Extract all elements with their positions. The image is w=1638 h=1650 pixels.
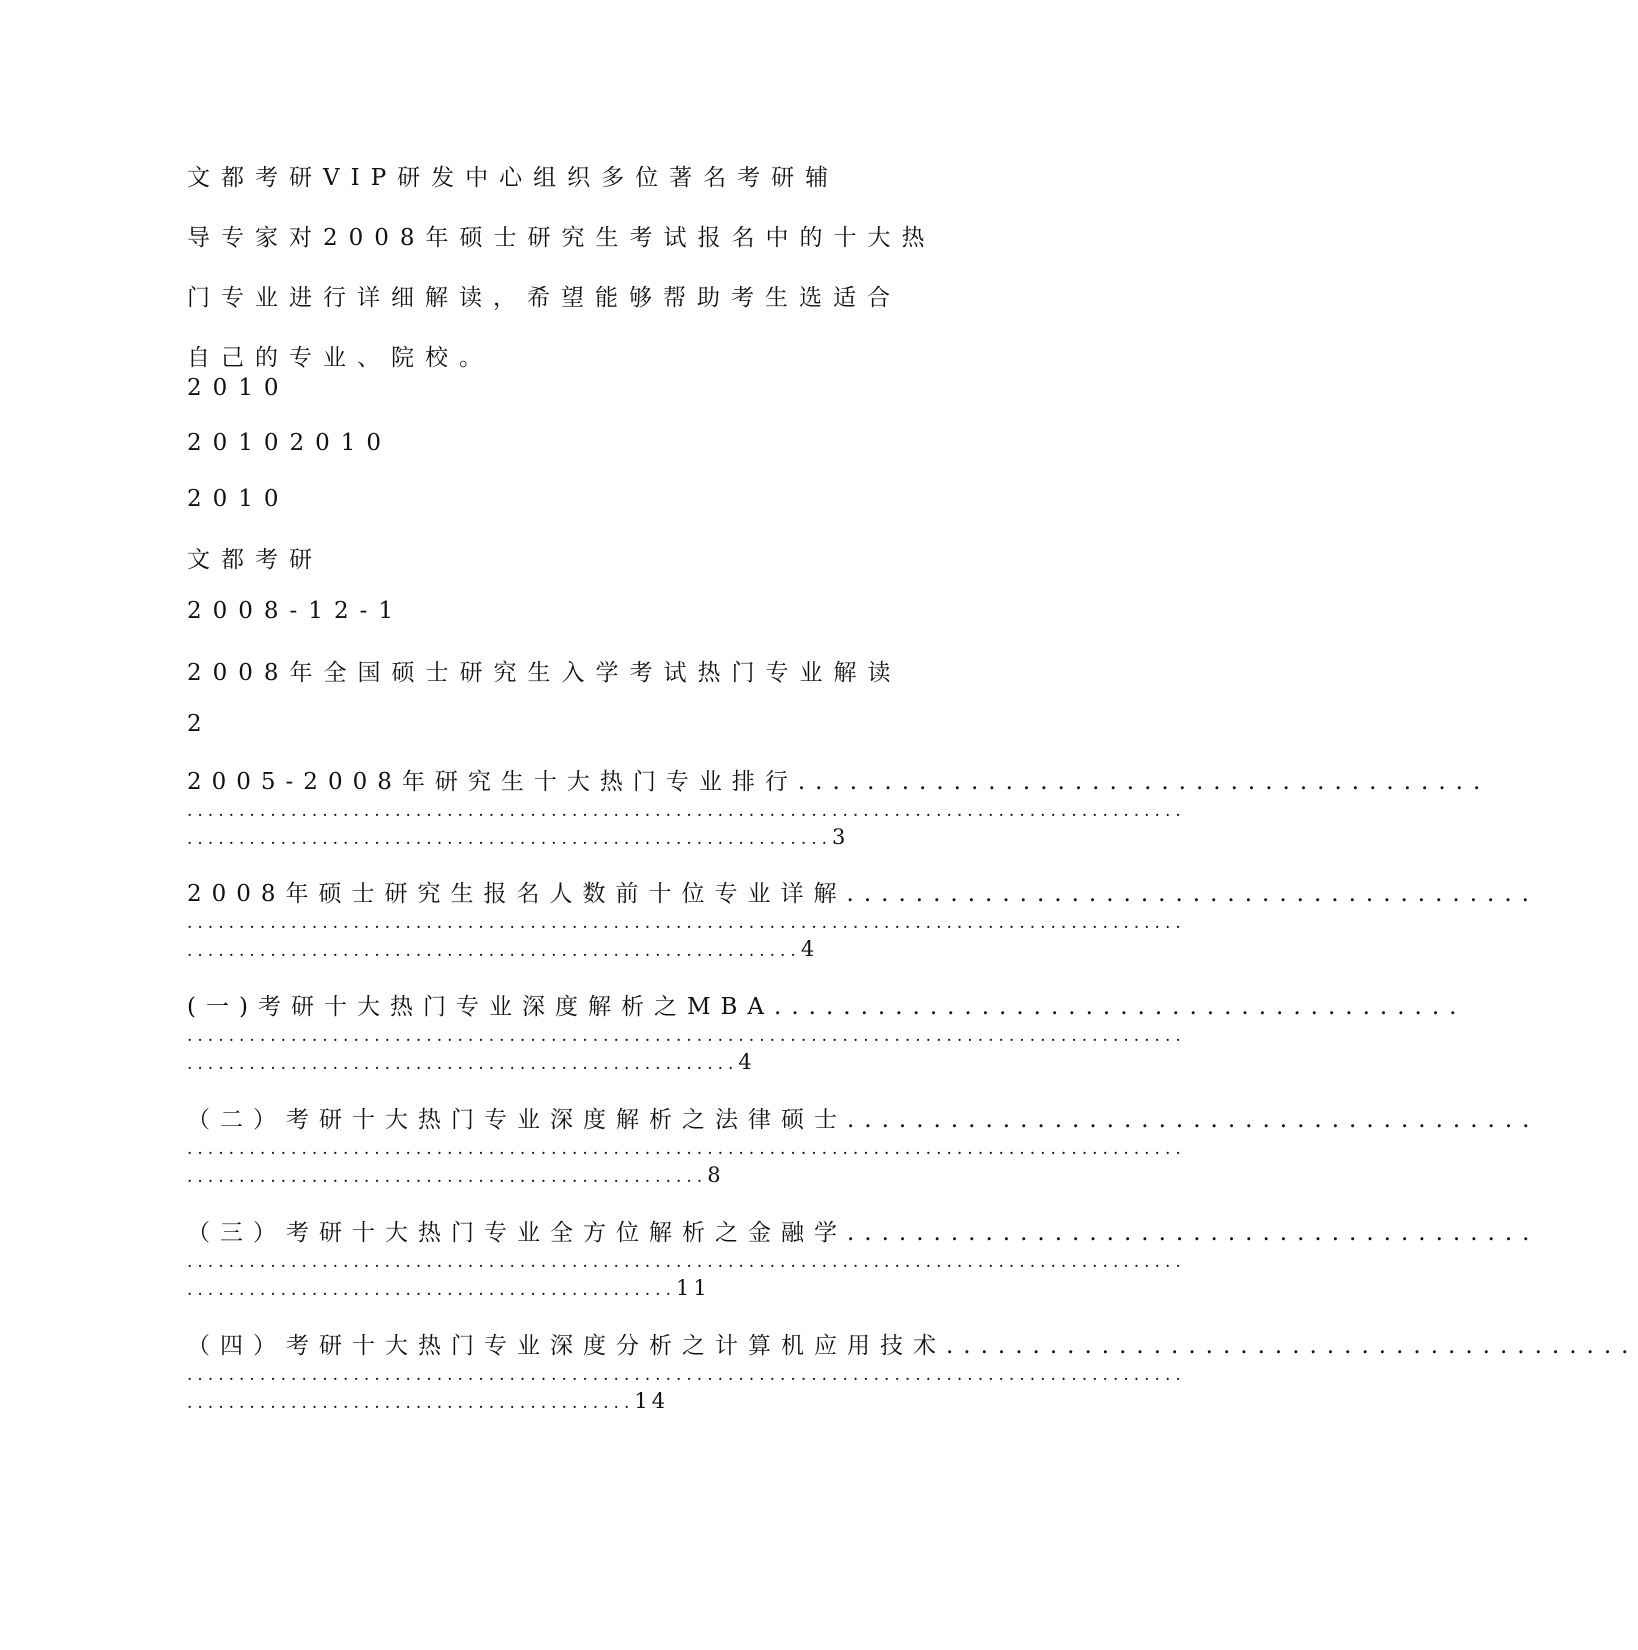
page-number: 2 [187, 711, 213, 737]
toc-entry[interactable] [187, 991, 1467, 1075]
toc-entry-title: 2005-2008年研究生十大热门专业排行 [187, 769, 798, 795]
toc-entry[interactable] [187, 1217, 1540, 1301]
toc-leader: ........................................ [847, 1107, 1540, 1133]
toc-entry-page: 4 [738, 1050, 756, 1074]
intro-line-2: 导专家对2008年硕士研究生考试报名中的十大热 [187, 225, 936, 251]
toc-entry-title: （四）考研十大热门专业深度分析之计算机应用技术 [187, 1333, 946, 1359]
toc-entry-title: （三）考研十大热门专业全方位解析之金融学 [187, 1220, 847, 1246]
toc-leader: .................................................. [187, 1167, 708, 1187]
toc-entry-page: 11 [675, 1276, 711, 1300]
toc-entry-title: 2008年硕士研究生报名人数前十位专业详解 [187, 881, 847, 907]
toc-leader: ........................................... [187, 1393, 635, 1413]
toc-leader: ........................................ [774, 994, 1467, 1020]
toc-leader: ................................................................................................ [187, 801, 1186, 821]
toc-leader: ..................................................... [187, 1054, 739, 1074]
publish-date: 2008-12-1 [187, 598, 404, 624]
toc-entry[interactable] [187, 1104, 1540, 1188]
toc-leader: ................................................................................................ [187, 1365, 1186, 1385]
toc-entry-title: （二）考研十大热门专业深度解析之法律硕士 [187, 1107, 847, 1133]
toc-leader: ........................................ [847, 1220, 1540, 1246]
year-line-3: 2010 [187, 486, 290, 512]
intro-line-4: 自己的专业、院校。 [187, 345, 493, 371]
year-line-2: 20102010 [187, 430, 393, 456]
toc-entry[interactable] [187, 1330, 1638, 1414]
toc-entry-page: 4 [800, 937, 819, 961]
toc-leader: ........................................................... [187, 941, 801, 961]
toc-leader: .............................................................. [187, 829, 833, 849]
toc-entry-page: 14 [634, 1389, 670, 1413]
toc-entry-page: 3 [832, 825, 850, 849]
toc-leader: ............................................... [187, 1280, 676, 1300]
toc-leader: ........................................ [797, 769, 1491, 795]
toc-entry-title: (一)考研十大热门专业深度解析之MBA [187, 994, 775, 1020]
toc-entry-page: 8 [707, 1163, 725, 1187]
toc-entry[interactable] [187, 878, 1539, 962]
intro-line-3: 门专业进行详细解读，希望能够帮助考生选适合 [187, 285, 901, 311]
intro-paragraph [187, 148, 967, 388]
toc-leader: ........................................ [846, 881, 1539, 907]
year-line-1: 2010 [187, 375, 290, 401]
toc-leader: ................................................................................................ [187, 1026, 1186, 1046]
intro-line-1: 文都考研VIP研发中心组织多位著名考研辅 [187, 165, 840, 191]
toc-entry[interactable] [187, 766, 1491, 850]
toc-leader: ................................................................................................ [187, 913, 1186, 933]
publisher-name: 文都考研 [187, 547, 323, 573]
document-title: 2008年全国硕士研究生入学考试热门专业解读 [187, 660, 902, 686]
toc-leader: ................................................................................................ [187, 1252, 1186, 1272]
toc-leader: ........................................ [946, 1333, 1638, 1359]
toc-leader: ................................................................................................ [187, 1139, 1186, 1159]
